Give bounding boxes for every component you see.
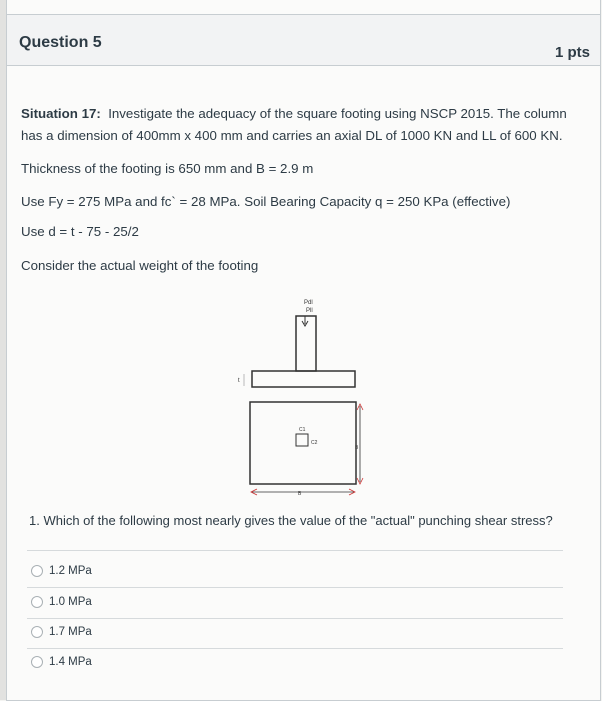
footing-plan bbox=[250, 402, 356, 484]
question-title: Question 5 bbox=[19, 34, 102, 51]
question-points: 1 pts bbox=[554, 44, 590, 61]
problem-line-5: Use d = t - 75 - 25/2 bbox=[21, 224, 139, 239]
problem-line-1 bbox=[21, 106, 567, 121]
answer-option[interactable] bbox=[31, 656, 92, 668]
question-text: 1. Which of the following most nearly gives the value of the "actual" punching shear stress? bbox=[29, 513, 553, 528]
divider bbox=[27, 618, 563, 619]
b-label-right: B bbox=[355, 445, 359, 451]
pdl-label: Pdl bbox=[304, 300, 313, 306]
problem-text-1: Investigate the adequacy of the square footing using NSCP 2015. The column bbox=[108, 106, 567, 121]
b-label-bottom: B bbox=[298, 491, 302, 497]
radio-button[interactable] bbox=[31, 596, 43, 608]
divider bbox=[27, 587, 563, 588]
radio-button[interactable] bbox=[31, 565, 43, 577]
problem-line-2: has a dimension of 400mm x 400 mm and carries an axial DL of 1000 KN and LL of 600 KN. bbox=[21, 128, 563, 143]
answer-label: 1.4 MPa bbox=[49, 656, 92, 668]
load-arrow-icon bbox=[302, 316, 308, 326]
problem-line-3: Thickness of the footing is 650 mm and B = 2.9 m bbox=[21, 161, 314, 176]
answer-label: 1.0 MPa bbox=[49, 596, 92, 608]
situation-label: Situation 17: bbox=[21, 106, 101, 121]
footing-elevation bbox=[252, 371, 355, 387]
radio-button[interactable] bbox=[31, 656, 43, 668]
problem-line-6: Consider the actual weight of the footing bbox=[21, 258, 259, 273]
answer-option[interactable] bbox=[31, 565, 92, 577]
divider bbox=[27, 550, 563, 551]
column-plan bbox=[296, 434, 308, 446]
answer-option[interactable] bbox=[31, 626, 92, 638]
pll-label: Pll bbox=[306, 308, 313, 314]
problem-line-4: Use Fy = 275 MPa and fc` = 28 MPa. Soil Bearing Capacity q = 250 KPa (effective) bbox=[21, 194, 511, 209]
answer-label: 1.2 MPa bbox=[49, 565, 92, 577]
question-card bbox=[6, 0, 601, 701]
divider bbox=[27, 648, 563, 649]
radio-button[interactable] bbox=[31, 626, 43, 638]
answer-option[interactable] bbox=[31, 596, 92, 608]
c1-label: C1 bbox=[299, 427, 306, 433]
question-header bbox=[7, 14, 600, 66]
answer-label: 1.7 MPa bbox=[49, 626, 92, 638]
c2-label: C2 bbox=[311, 440, 318, 446]
footing-diagram bbox=[232, 290, 382, 505]
t-label: t bbox=[238, 378, 240, 384]
